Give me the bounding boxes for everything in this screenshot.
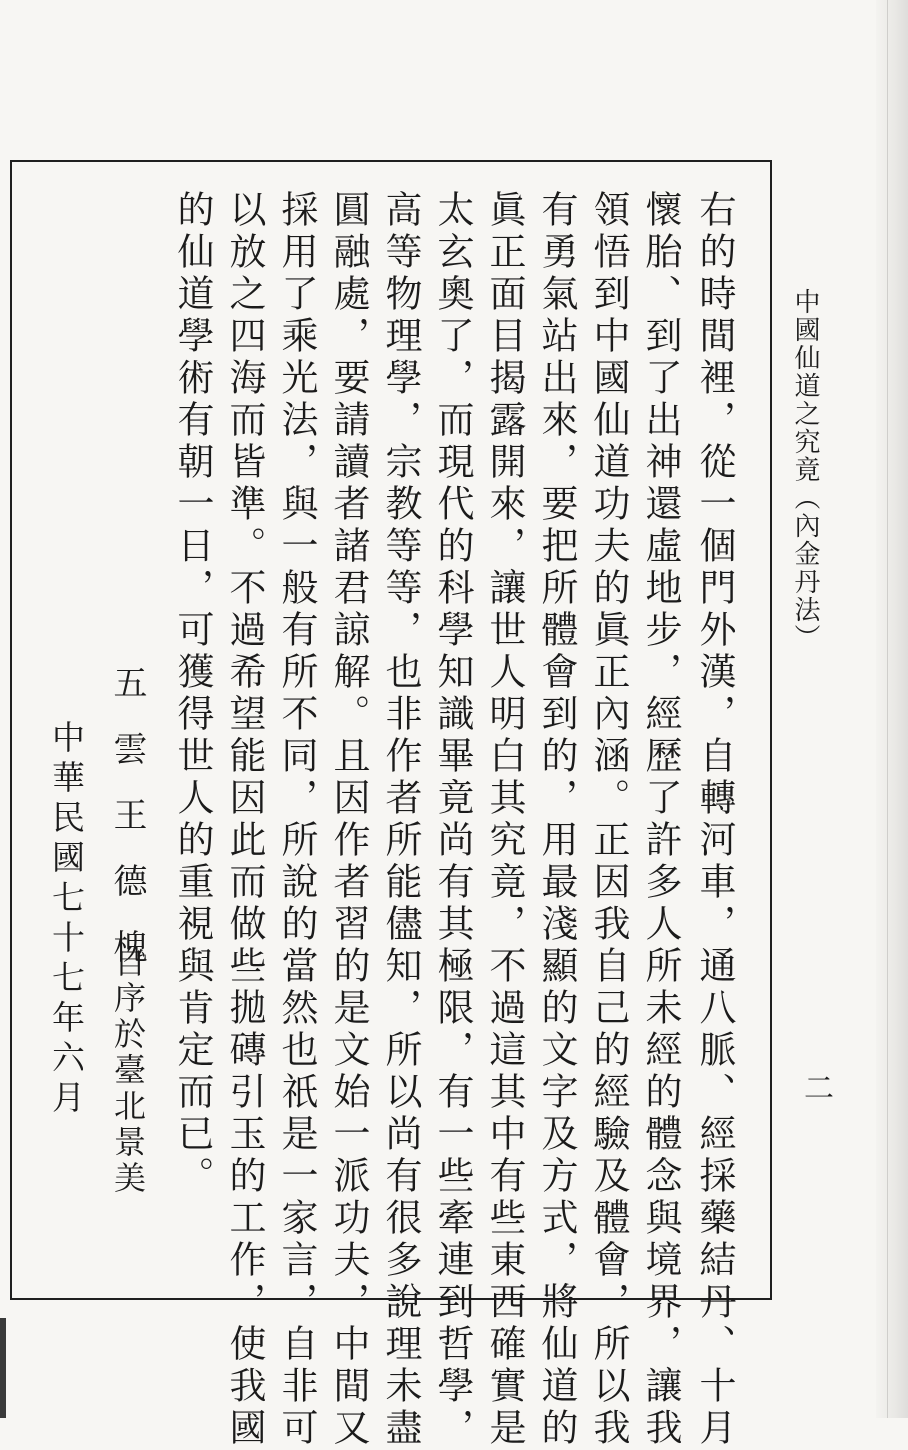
preface-date: 中華民國七十七年六月 <box>47 720 86 1120</box>
text-column-4: 有勇氣站出來，要把所體會到的，用最淺顯的文字及方式，將仙道的 <box>535 190 578 1450</box>
text-column-7: 高等物理學，宗教等等，也非作者所能儘知，所以尚有很多說理未盡 <box>379 190 422 1450</box>
running-header-title: 中國仙道之究竟（內金丹法） <box>790 288 820 652</box>
text-column-10: 以放之四海而皆準。不過希望能因此而做些拋磚引玉的工作，使我國 <box>223 190 266 1450</box>
page-number: 二 <box>798 1072 833 1102</box>
signature-place: 自序於臺北景美 <box>109 945 147 1197</box>
text-column-5: 眞正面目揭露開來，讓世人明白其究竟，不過這其中有些東西確實是 <box>483 190 526 1450</box>
text-column-2: 懷胎、到了出神還虛地步，經歷了許多人所未經的體念與境界，讓我 <box>639 190 682 1450</box>
text-column-6: 太玄奧了，而現代的科學知識畢竟尚有其極限，有一些牽連到哲學， <box>431 190 474 1450</box>
page-edge-line <box>887 0 888 1418</box>
page-edge-shading <box>876 0 908 1418</box>
text-column-1: 右的時間裡，從一個門外漢，自轉河車，通八脈、經採藥結丹、十月 <box>693 190 736 1450</box>
text-column-9: 採用了乘光法，與一般有所不同，所說的當然也祇是一家言，自非可 <box>275 190 318 1450</box>
text-column-8: 圓融處，要請讀者諸君諒解。且因作者習的是文始一派功夫，中間又 <box>327 190 370 1450</box>
text-column-3: 領悟到中國仙道功夫的眞正內涵。正因我自己的經驗及體會，所以我 <box>587 190 630 1450</box>
binding-mark <box>0 1318 6 1418</box>
text-column-11: 的仙道學術有朝一日，可獲得世人的重視與肯定而已。 <box>171 190 214 1198</box>
author-signature: 五雲王德槐 <box>107 665 147 995</box>
